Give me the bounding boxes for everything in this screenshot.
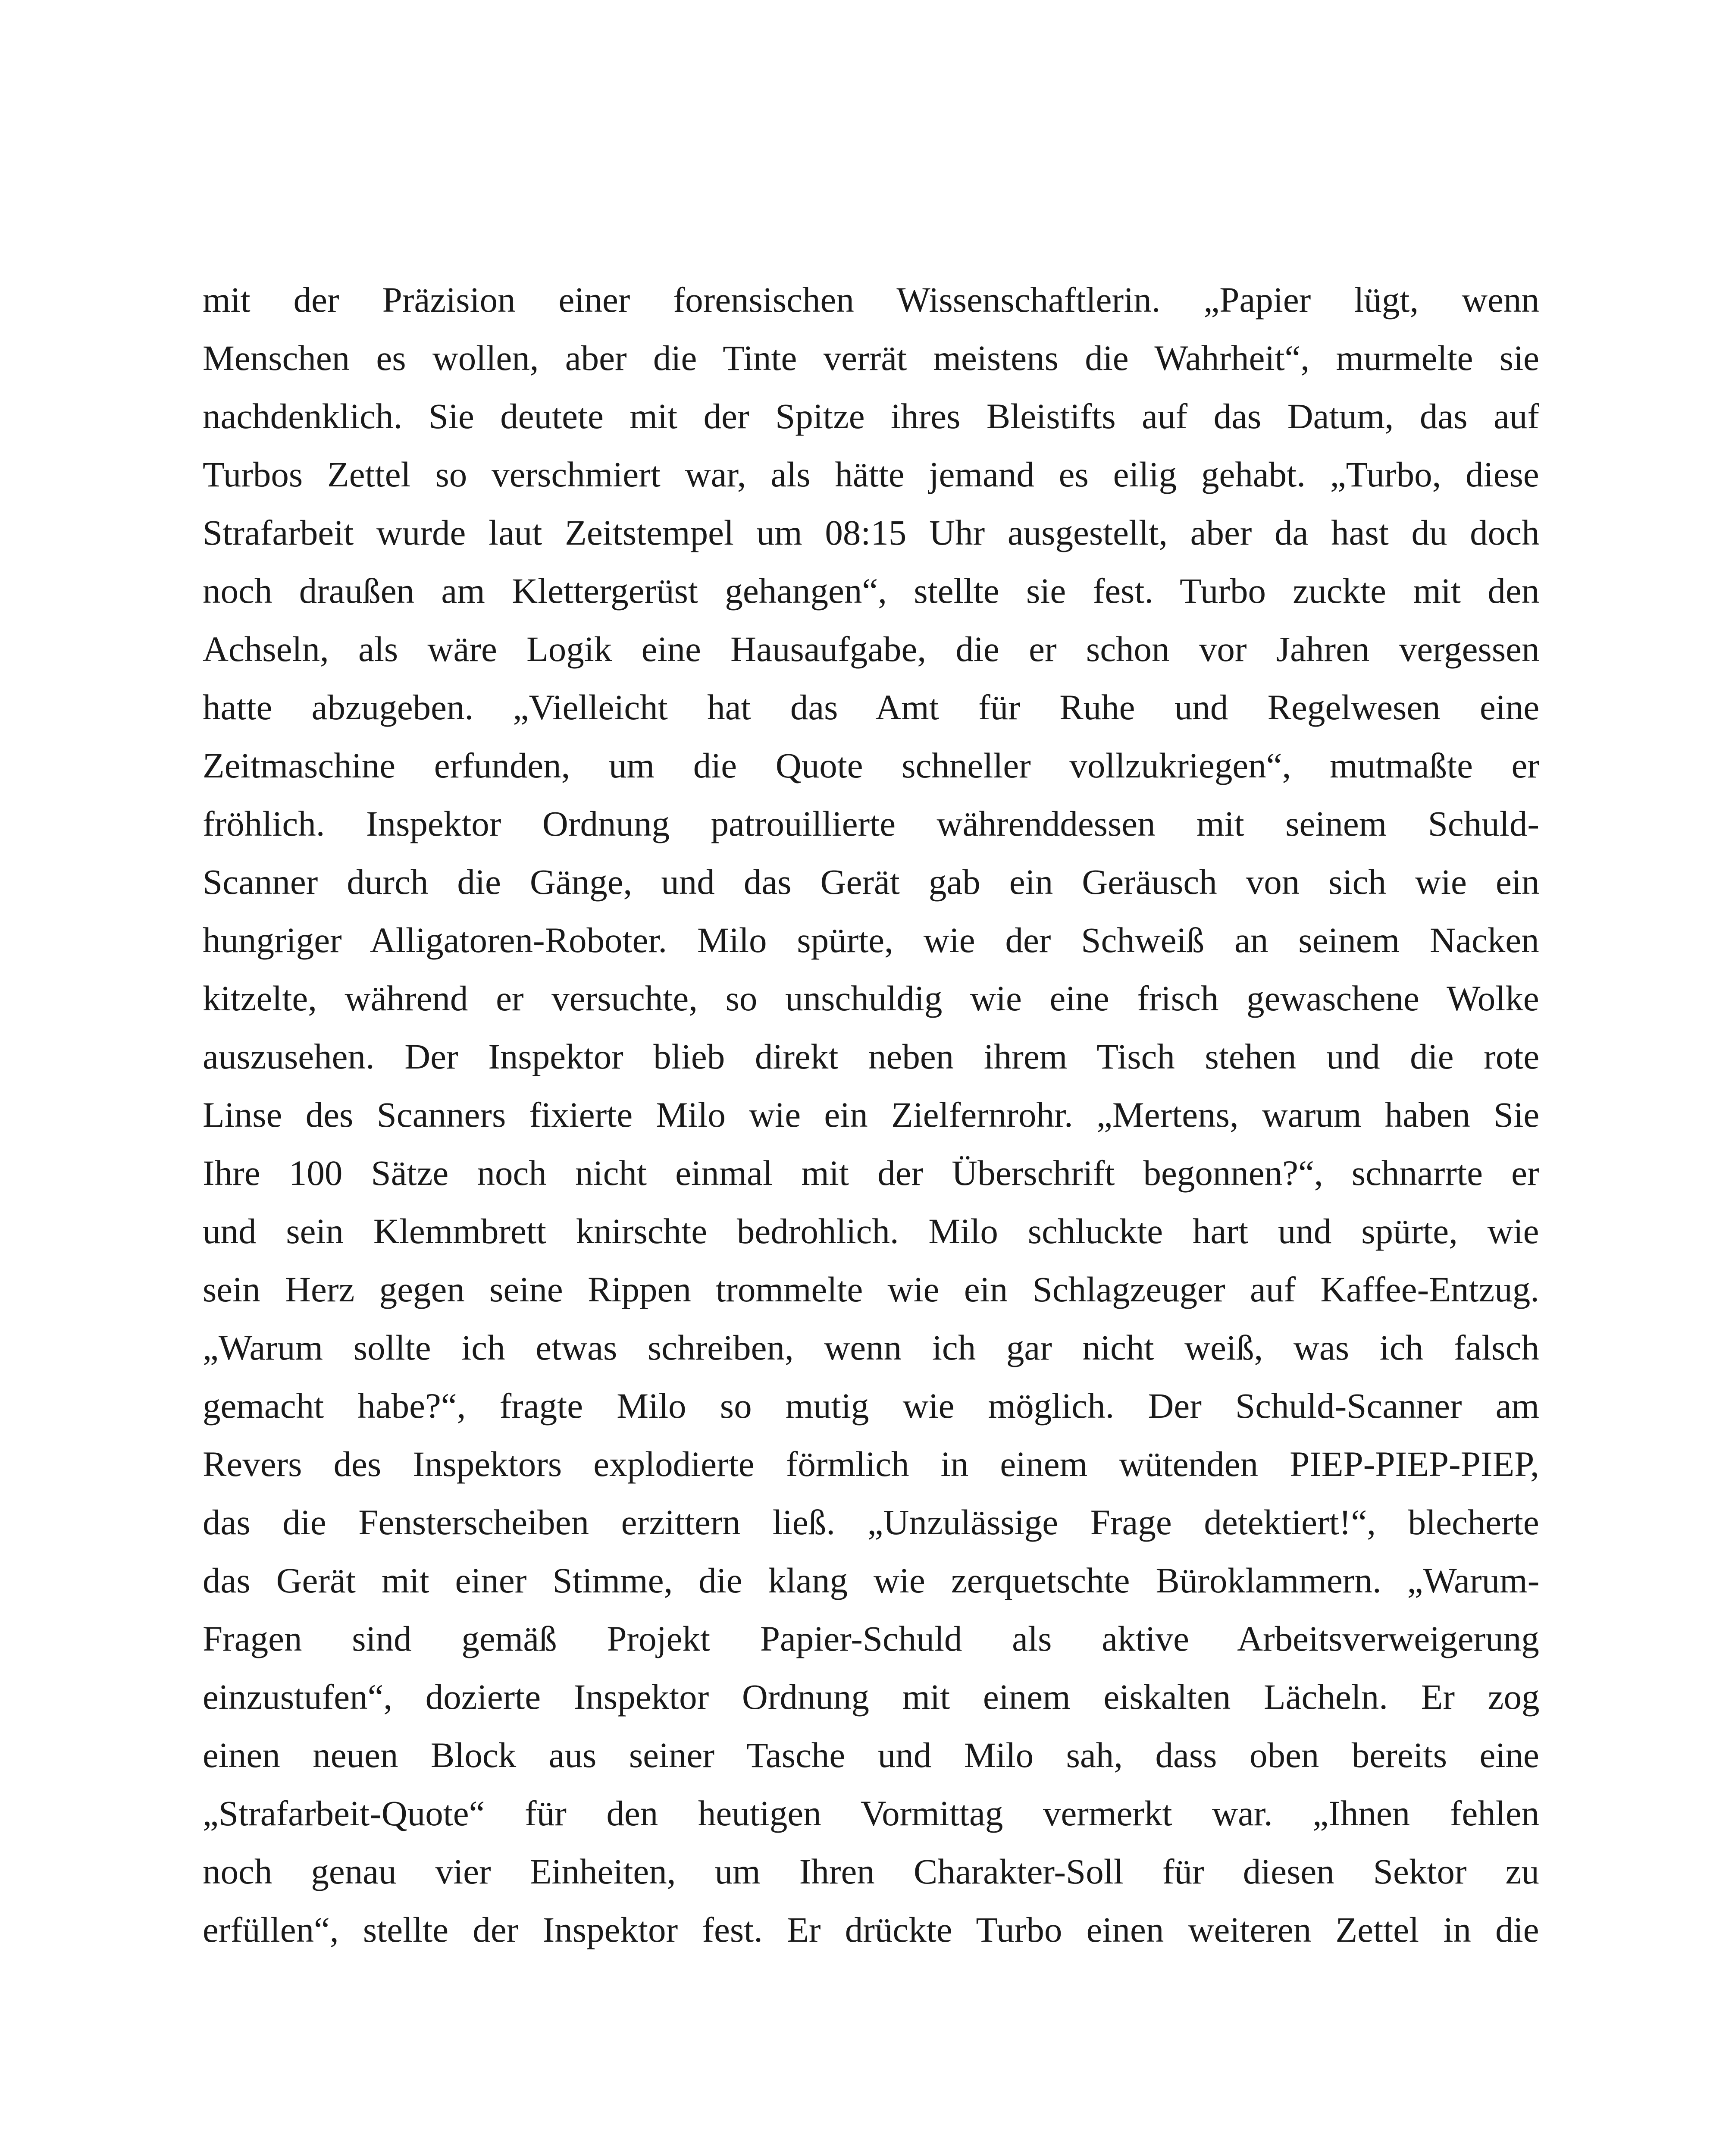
text-line: und sein Klemmbrett knirschte bedrohlich. Milo schluckte hart und spürte, wie — [203, 1211, 1539, 1251]
text-line: auszusehen. Der Inspektor blieb direkt neben ihrem Tisch stehen und die rote — [203, 1037, 1539, 1076]
text-line: „Warum sollte ich etwas schreiben, wenn ich gar nicht weiß, was ich falsch — [203, 1328, 1539, 1367]
text-line: noch genau vier Einheiten, um Ihren Charakter-Soll für diesen Sektor zu — [203, 1852, 1539, 1891]
text-line: Ihre 100 Sätze noch nicht einmal mit der Überschrift begonnen?“, schnarrte er — [203, 1153, 1539, 1193]
text-line: sein Herz gegen seine Rippen trommelte wie ein Schlagzeuger auf Kaffee-Entzug. — [203, 1269, 1539, 1309]
text-line: „Strafarbeit-Quote“ für den heutigen Vormittag vermerkt war. „Ihnen fehlen — [203, 1793, 1539, 1833]
text-line: hungriger Alligatoren-Roboter. Milo spürte, wie der Schweiß an seinem Nacken — [203, 920, 1539, 960]
text-line: Scanner durch die Gänge, und das Gerät gab ein Geräusch von sich wie ein — [203, 862, 1539, 902]
text-line: noch draußen am Klettergerüst gehangen“, stellte sie fest. Turbo zuckte mit den — [203, 571, 1539, 611]
text-line: Revers des Inspektors explodierte förmlich in einem wütenden PIEP-PIEP-PIEP, — [203, 1444, 1539, 1484]
text-line: Turbos Zettel so verschmiert war, als hätte jemand es eilig gehabt. „Turbo, diese — [203, 454, 1539, 494]
text-line: Strafarbeit wurde laut Zeitstempel um 08:15 Uhr ausgestellt, aber da hast du doch — [203, 513, 1539, 552]
text-line: nachdenklich. Sie deutete mit der Spitze ihres Bleistifts auf das Datum, das auf — [203, 396, 1539, 436]
text-line: einen neuen Block aus seiner Tasche und Milo sah, dass oben bereits eine — [203, 1735, 1539, 1775]
text-line: Linse des Scanners fixierte Milo wie ein Zielfernrohr. „Mertens, warum haben Sie — [203, 1095, 1539, 1134]
text-line: mit der Präzision einer forensischen Wissenschaftlerin. „Papier lügt, wenn — [203, 280, 1539, 320]
body-text — [203, 271, 1539, 1959]
text-line: erfüllen“, stellte der Inspektor fest. Er drückte Turbo einen weiteren Zettel in die — [203, 1910, 1539, 1949]
text-line: das Gerät mit einer Stimme, die klang wie zerquetschte Büroklammern. „Warum- — [203, 1561, 1539, 1600]
text-line: gemacht habe?“, fragte Milo so mutig wie möglich. Der Schuld-Scanner am — [203, 1386, 1539, 1426]
text-line: fröhlich. Inspektor Ordnung patrouillierte währenddessen mit seinem Schuld- — [203, 804, 1539, 843]
text-line: Achseln, als wäre Logik eine Hausaufgabe, die er schon vor Jahren vergessen — [203, 629, 1539, 669]
text-line: Fragen sind gemäß Projekt Papier-Schuld als aktive Arbeitsverweigerung — [203, 1619, 1539, 1658]
text-line: das die Fensterscheiben erzittern ließ. „Unzulässige Frage detektiert!“, blecherte — [203, 1502, 1539, 1542]
text-line: einzustufen“, dozierte Inspektor Ordnung mit einem eiskalten Lächeln. Er zog — [203, 1677, 1539, 1717]
text-line: Zeitmaschine erfunden, um die Quote schneller vollzukriegen“, mutmaßte er — [203, 746, 1539, 785]
text-line: kitzelte, während er versuchte, so unschuldig wie eine frisch gewaschene Wolke — [203, 978, 1539, 1018]
text-line: hatte abzugeben. „Vielleicht hat das Amt für Ruhe und Regelwesen eine — [203, 687, 1539, 727]
text-line: Menschen es wollen, aber die Tinte verrät meistens die Wahrheit“, murmelte sie — [203, 338, 1539, 378]
